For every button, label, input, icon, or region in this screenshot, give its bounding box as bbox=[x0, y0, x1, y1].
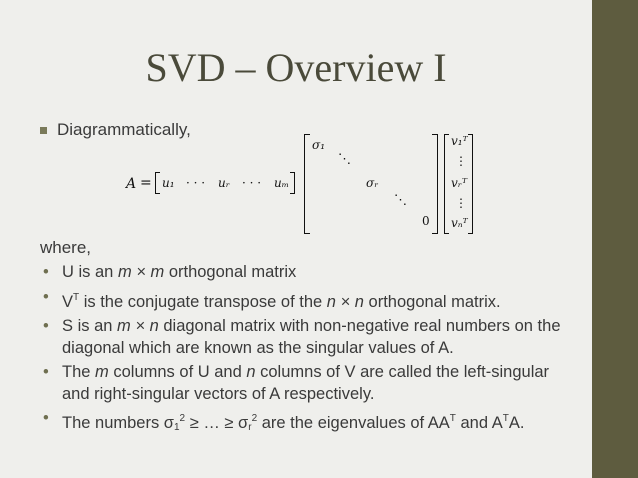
bullet-text: Diagrammatically, bbox=[57, 120, 191, 139]
sigma-left-bracket bbox=[304, 134, 310, 234]
eq-ur: uᵣ bbox=[218, 176, 230, 190]
list-item: • The m columns of U and n columns of V are called the left-singular and right-singular vectors of A respectively. bbox=[40, 362, 580, 405]
where-label: where, bbox=[40, 238, 92, 257]
eq-vdots2: ⋮ bbox=[455, 196, 467, 210]
square-bullet-icon bbox=[40, 127, 47, 134]
eq-ddots2: ⋱ bbox=[394, 193, 407, 208]
eq-lhs: A bbox=[126, 176, 137, 192]
eq-vdots1: ⋮ bbox=[455, 154, 467, 168]
eq-v1t: v₁ᵀ bbox=[451, 134, 468, 148]
eq-dots2: · · · bbox=[242, 176, 262, 190]
eq-ddots1: ⋱ bbox=[338, 152, 351, 167]
eq-sigmar: σᵣ bbox=[366, 176, 379, 190]
eq-equals: = bbox=[140, 175, 152, 191]
slide-title: SVD – Overview I bbox=[145, 45, 447, 90]
list-item: • S is an m × n diagonal matrix with non-negative real numbers on the diagonal which are known as the singular values of A. bbox=[40, 316, 580, 359]
eq-vrt: vᵣᵀ bbox=[451, 176, 467, 190]
list-item: • U is an m × m orthogonal matrix bbox=[40, 262, 580, 284]
bullet-diagrammatically bbox=[40, 120, 191, 140]
eq-vnt: vₙᵀ bbox=[451, 216, 468, 230]
list-item: • $V^T$ is the conjugate transpose of the n × n orthogonal matrix. bbox=[40, 287, 580, 314]
eq-u1: u₁ bbox=[162, 176, 175, 190]
eq-zero: 0 bbox=[422, 214, 430, 228]
eq-sigma1: σ₁ bbox=[312, 138, 326, 152]
sigma-right-bracket bbox=[432, 134, 438, 234]
eq-dots1: · · · bbox=[186, 176, 206, 190]
sidebar-accent bbox=[592, 0, 638, 478]
v-left-bracket bbox=[444, 134, 449, 234]
list-item: • The numbers $\sigma_1^2$ ≥ … ≥ $\sigma_r^2$ are the eigenvalues of $AA^T$ and $A^TA$. bbox=[40, 408, 580, 439]
definition-list bbox=[40, 262, 580, 442]
v-right-bracket bbox=[468, 134, 473, 234]
eq-um: uₘ bbox=[274, 176, 290, 190]
u-right-bracket bbox=[290, 172, 295, 194]
u-left-bracket bbox=[155, 172, 160, 194]
